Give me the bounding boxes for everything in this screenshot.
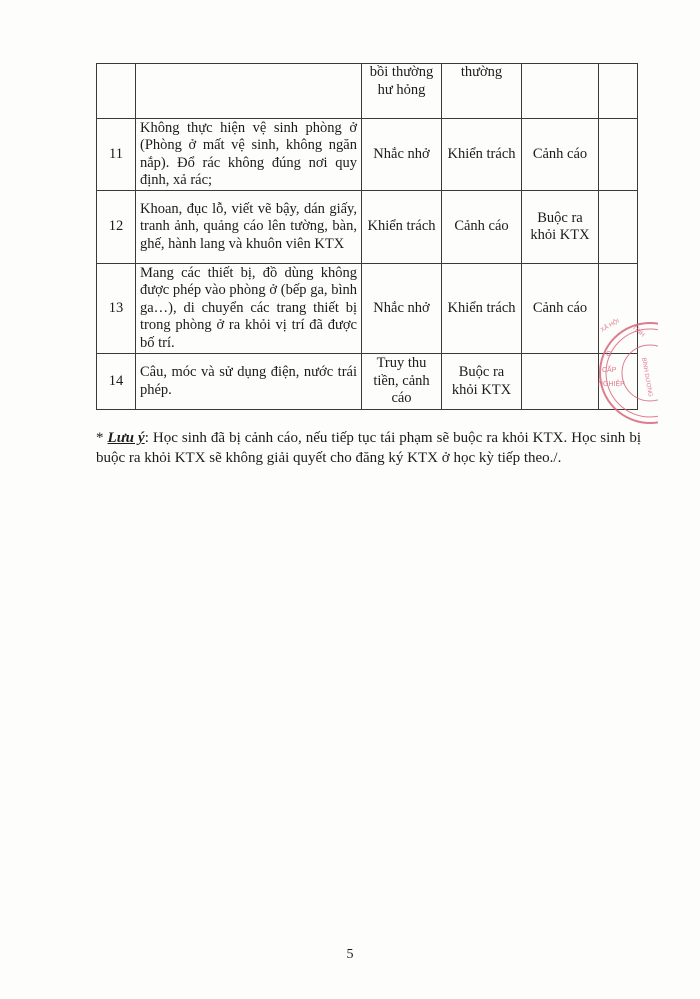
row-number-cell: 11 [97,119,136,191]
stamp-text-1: XÃ HỘI [600,318,621,334]
penalty-1-cell: Khiển trách [362,191,442,264]
penalty-1-cell: Nhắc nhở [362,119,442,191]
penalty-2-cell: Cảnh cáo [442,191,522,264]
penalty-2-cell: Buộc ra khỏi KTX [442,354,522,410]
penalty-1-cell: bồi thường hư hỏng [362,64,442,119]
violation-description-cell: Mang các thiết bị, đồ dùng không được phép vào phòng ở (bếp ga, bình ga…), di chuyển các trang thiết bị trong phòng ở ra khỏi vị trí đã được bố trí. [136,264,362,354]
penalty-2-cell: Khiển trách [442,119,522,191]
stamp-text-2: TỈNH [630,324,646,339]
violation-description-cell [136,64,362,119]
penalty-1-cell: Truy thu tiền, cảnh cáo [362,354,442,410]
table-row [97,119,638,191]
penalty-3-cell: Cảnh cáo [522,119,599,191]
penalty-3-cell: Cảnh cáo [522,264,599,354]
footnote-prefix: * [96,430,108,446]
page-number: 5 [346,947,354,962]
penalty-1-cell: Nhắc nhở [362,264,442,354]
table-row [97,354,638,410]
penalty-2-cell: thường [442,64,522,119]
stamp-seal [588,318,658,428]
footnote-text: : Học sinh đã bị cảnh cáo, nếu tiếp tục tái phạm sẽ buộc ra khỏi KTX. Học sinh bị buộc ra khỏi KTX sẽ không giải quyết cho đăng ký KTX ở học kỳ tiếp theo./. [96,430,641,466]
table-row [97,191,638,264]
penalty-3-cell [522,64,599,119]
table-row [97,64,638,119]
violation-description-cell: Khoan, đục lỗ, viết vẽ bậy, dán giấy, tranh ảnh, quảng cáo lên tường, bàn, ghế, hành lang và khuôn viên KTX [136,191,362,264]
penalty-2-cell: Khiển trách [442,264,522,354]
penalty-3-cell: Buộc ra khỏi KTX [522,191,599,264]
stamp-text-5: CẤP [602,367,617,374]
stamp-text-4: G [606,351,612,358]
penalty-4-cell [599,119,638,191]
violation-table [96,63,638,410]
stamp-text-6: NGHIỆP [598,381,625,388]
violation-description-cell: Không thực hiện vệ sinh phòng ở (Phòng ở mất vệ sinh, không ngăn nắp). Đổ rác không đúng nơi quy định, xả rác; [136,119,362,191]
stamp-text-3: BÌNH DƯƠNG [640,357,653,398]
violation-description-cell: Câu, móc và sử dụng điện, nước trái phép. [136,354,362,410]
penalty-3-cell [522,354,599,410]
footnote-label: Lưu ý [107,430,145,446]
penalty-4-cell [599,191,638,264]
row-number-cell [97,64,136,119]
row-number-cell: 12 [97,191,136,264]
table-row [97,264,638,354]
penalty-4-cell [599,64,638,119]
row-number-cell: 14 [97,354,136,410]
row-number-cell: 13 [97,264,136,354]
footnote [96,428,641,468]
